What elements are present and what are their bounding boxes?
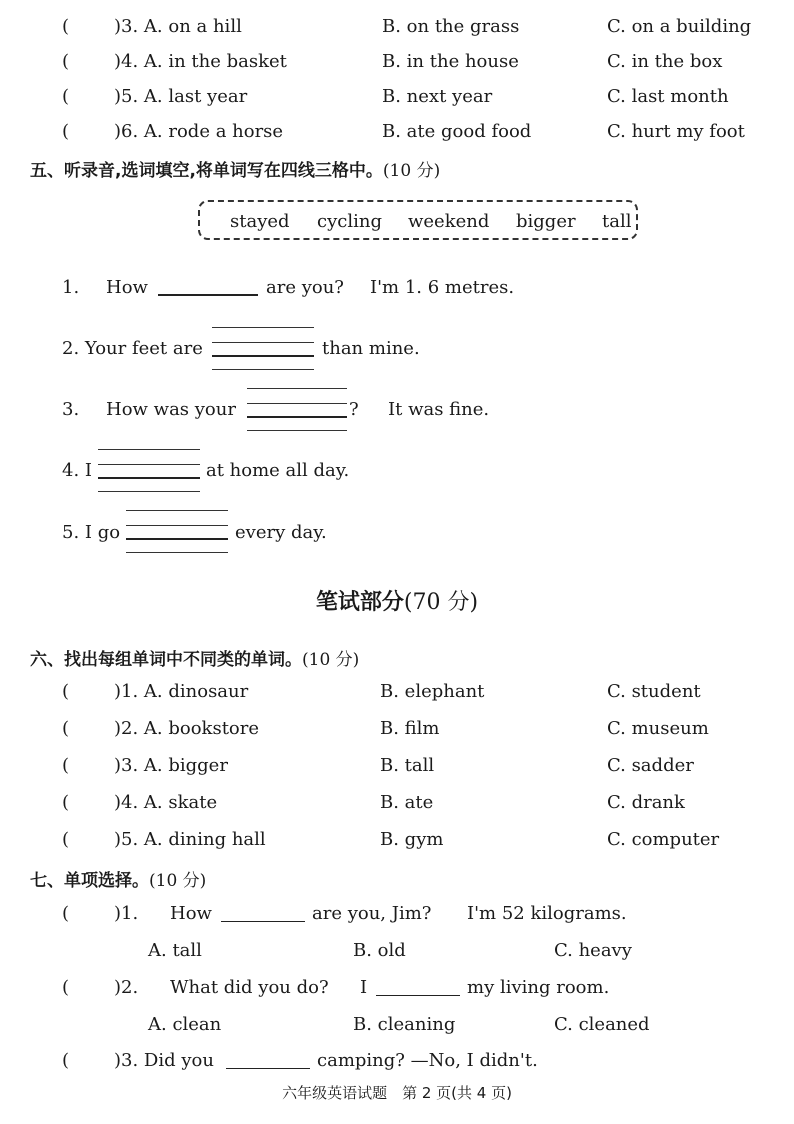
page-title: 笔试部分(70 分): [315, 590, 479, 615]
list-item: ( )6. A. rode a horse B. ate good food C. hurt my foot: [62, 121, 745, 142]
options-row: A. tall B. old C. heavy: [148, 940, 632, 961]
section-heading: 五、听录音,选词填空,将单词写在四线三格中。(10 分): [30, 161, 441, 181]
word-bank-item: stayed: [230, 211, 290, 232]
word-bank: [198, 200, 638, 240]
page-footer: 六年级英语试题 第 2 页(共 4 页): [282, 1084, 512, 1102]
options-row: A. clean B. cleaning C. cleaned: [148, 1014, 650, 1035]
question-row: ( )3. Did you camping? —No, I didn't.: [62, 1050, 538, 1071]
section-heading: 七、单项选择。(10 分): [30, 871, 207, 891]
list-item: ( )3. A. on a hill B. on the grass C. on a building: [62, 16, 752, 37]
list-item: ( )4. A. skate B. ate C. drank: [62, 792, 685, 813]
section-heading: 六、找出每组单词中不同类的单词。(10 分): [30, 650, 360, 670]
answer-blank[interactable]: [226, 1068, 310, 1069]
answer-blank[interactable]: [158, 294, 258, 296]
answer-blank[interactable]: [221, 921, 305, 922]
list-item: ( )5. A. last year B. next year C. last month: [62, 86, 729, 107]
list-item: ( )3. A. bigger B. tall C. sadder: [62, 755, 694, 776]
word-bank-item: weekend: [408, 211, 490, 232]
word-bank-item: cycling: [317, 211, 382, 232]
list-item: ( )1. A. dinosaur B. elephant C. student: [62, 681, 701, 702]
list-item: ( )2. A. bookstore B. film C. museum: [62, 718, 709, 739]
question-row: ( )2. What did you do? I my living room.: [62, 977, 610, 998]
answer-blank[interactable]: [376, 995, 460, 996]
word-bank-item: tall: [602, 211, 632, 232]
list-item: ( )4. A. in the basket B. in the house C. in the box: [62, 51, 723, 72]
word-bank-item: bigger: [516, 211, 576, 232]
list-item: ( )5. A. dining hall B. gym C. computer: [62, 829, 720, 850]
question-row: ( )1. How are you, Jim? I'm 52 kilograms.: [62, 903, 627, 924]
